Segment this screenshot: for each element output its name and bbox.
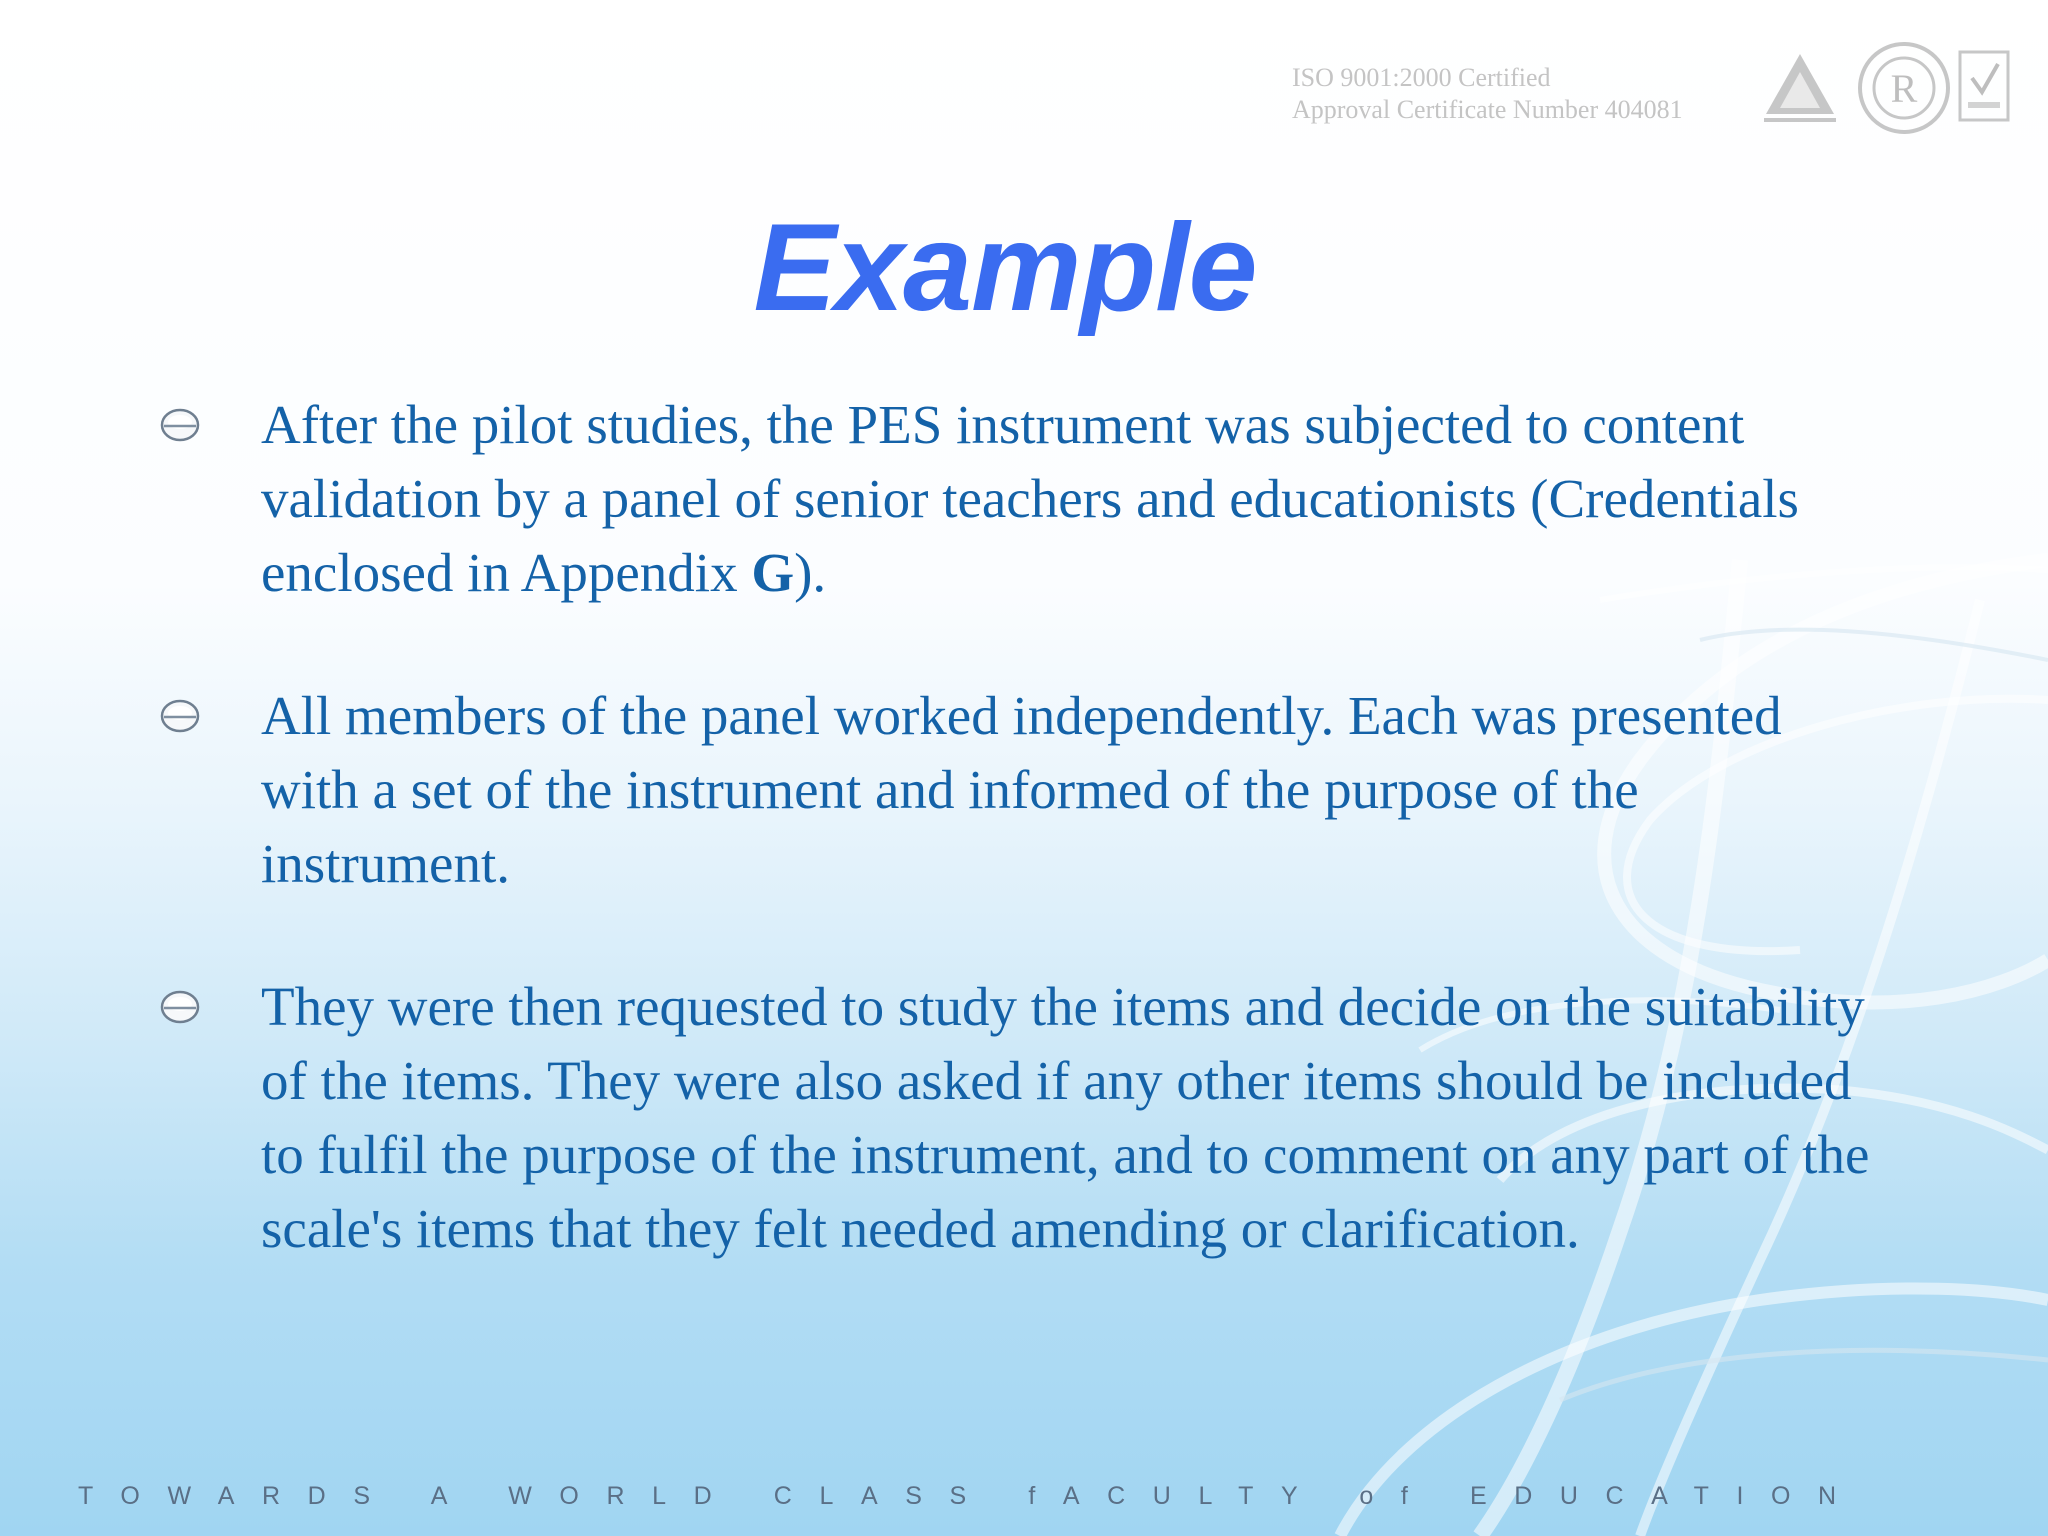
bullet-item-3	[0, 970, 1881, 1266]
bullet-icon	[160, 699, 200, 733]
appendix-letter: G	[751, 542, 795, 603]
triangle-certification-logo	[1760, 50, 1840, 128]
bullet-text-2: All members of the panel worked independently. Each was presented with a set of the instrument and informed of the purpose of the instrument.	[261, 685, 1782, 894]
bullet-list	[0, 388, 2048, 1335]
slide-title: Example	[753, 199, 1257, 337]
bullet-icon	[160, 408, 200, 442]
certification-line-2: Approval Certificate Number 404081	[1292, 95, 1683, 124]
bullet-text-1-end: ).	[794, 542, 827, 603]
bullet-text-1-start: After the pilot studies, the PES instrument was subjected to content validation by a panel of senior teachers and educationists (Credentials enclosed in Appendix	[261, 394, 1799, 603]
certification-text	[1292, 62, 1683, 126]
bullet-item-1	[0, 388, 1881, 610]
quality-badge-logo	[1956, 48, 2012, 128]
bullet-text-3: They were then requested to study the items and decide on the suitability of the items. They were also asked if any other items should be included to fulfil the purpose of the instrument, and to comment on any part of the scale's items that they felt needed amending or clarification.	[261, 976, 1870, 1259]
registered-seal-logo	[1856, 40, 1952, 136]
bullet-item-2	[0, 679, 1881, 901]
svg-text:R: R	[1890, 66, 1918, 111]
bullet-icon	[160, 990, 200, 1024]
certification-line-1: ISO 9001:2000 Certified	[1292, 63, 1551, 92]
footer-tagline: TOWARDS A WORLD CLASS fACULTY of EDUCATION	[78, 1482, 1864, 1510]
